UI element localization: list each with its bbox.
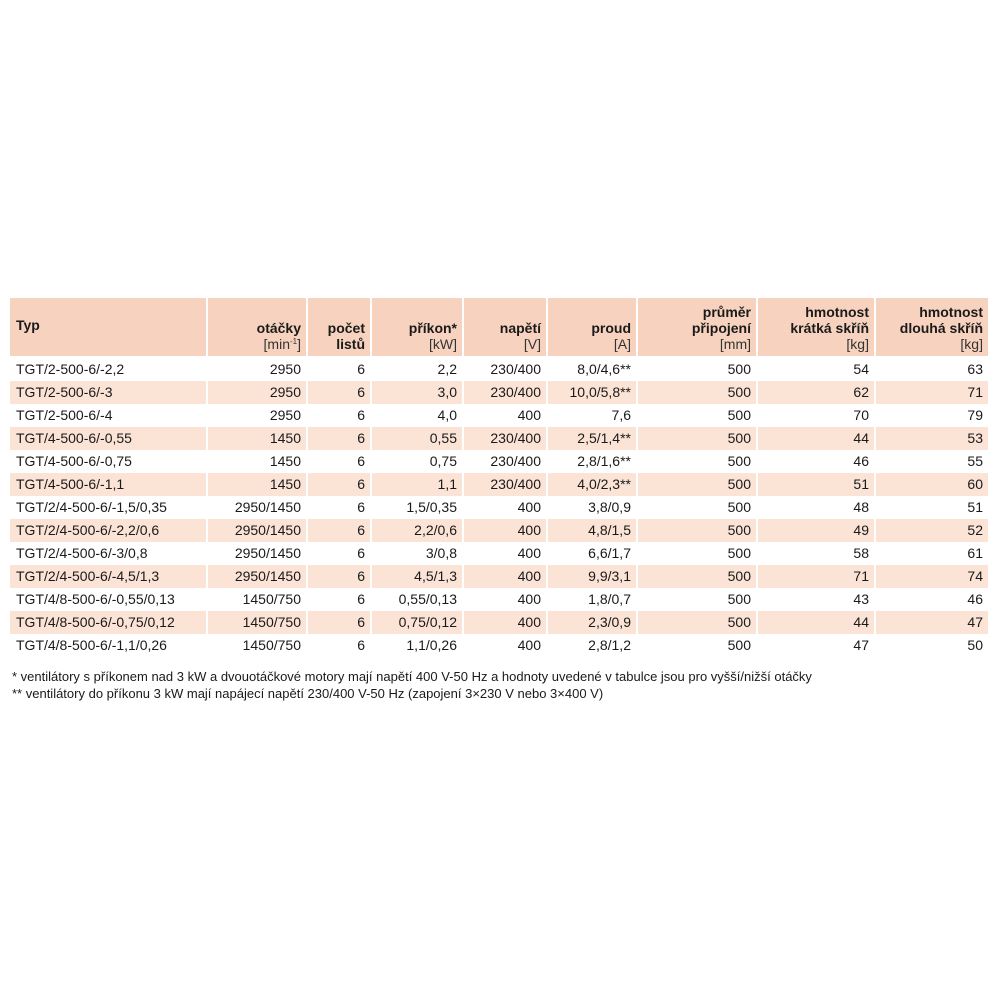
cell-pocet-listu: 6 [306,496,370,519]
table-row [10,542,988,565]
cell-pocet-listu: 6 [306,611,370,634]
table-body [10,358,988,657]
cell-pocet-listu: 6 [306,519,370,542]
cell-otacky: 1450/750 [206,588,306,611]
header-otacky: otáčky $[\min^{-1}]$ [206,298,306,358]
cell-prumer-pripojeni: 500 [636,634,756,657]
cell-typ: TGT/4-500-6/-1,1 [10,473,206,496]
cell-napeti: 230/400 [462,473,546,496]
cell-prikon: 2,2 [370,358,462,381]
cell-hmotnost-kratka: 62 [756,381,874,404]
cell-prumer-pripojeni: 500 [636,519,756,542]
cell-hmotnost-dlouha: 60 [874,473,988,496]
cell-otacky: 2950/1450 [206,519,306,542]
cell-proud: 2,8/1,6** [546,450,636,473]
cell-napeti: 400 [462,588,546,611]
header-prumer-pripojeni: průměr připojení [mm] [636,298,756,358]
header-napeti: napětí [V] [462,298,546,358]
header-pocet-listu: počet listů [306,298,370,358]
cell-prikon: 4,0 [370,404,462,427]
table-row [10,358,988,381]
cell-otacky: 2950 [206,358,306,381]
cell-prikon: 1,5/0,35 [370,496,462,519]
cell-prikon: 0,55 [370,427,462,450]
cell-hmotnost-kratka: 54 [756,358,874,381]
cell-hmotnost-dlouha: 61 [874,542,988,565]
cell-hmotnost-kratka: 71 [756,565,874,588]
cell-typ: TGT/2/4-500-6/-3/0,8 [16,545,148,561]
table-row [10,496,988,519]
cell-proud: 1,8/0,7 [546,588,636,611]
cell-prumer-pripojeni: 500 [636,381,756,404]
cell-napeti: 400 [462,404,546,427]
cell-pocet-listu: 6 [306,404,370,427]
cell-napeti: 230/400 [462,450,546,473]
header-hmotnost-kratka: hmotnost krátká skříň [kg] [756,298,874,358]
cell-otacky: 1450 [206,427,306,450]
cell-pocet-listu: 6 [306,473,370,496]
cell-prumer-pripojeni: 500 [636,473,756,496]
cell-prikon: 2,2/0,6 [370,519,462,542]
cell-proud: 9,9/3,1 [546,565,636,588]
cell-prikon: 1,1 [370,473,462,496]
cell-hmotnost-kratka: 46 [756,450,874,473]
cell-prumer-pripojeni: 500 [636,542,756,565]
cell-typ: TGT/2-500-6/-2,2 [16,361,125,377]
cell-proud: 4,8/1,5 [546,519,636,542]
cell-pocet-listu: 6 [306,565,370,588]
cell-napeti: 400 [462,611,546,634]
cell-pocet-listu: 6 [306,588,370,611]
cell-proud: 2,3/0,9 [546,611,636,634]
cell-prumer-pripojeni: 500 [636,611,756,634]
cell-otacky: 2950/1450 [206,542,306,565]
cell-proud: 2,8/1,2 [546,634,636,657]
table-row [10,450,988,473]
table-row [10,404,988,427]
header-proud: proud [A] [546,298,636,358]
cell-hmotnost-kratka: 51 [756,473,874,496]
cell-hmotnost-dlouha: 55 [874,450,988,473]
cell-typ: TGT/4/8-500-6/-0,75/0,12 [10,611,206,634]
header-typ: Typ [10,298,206,358]
cell-prumer-pripojeni: 500 [636,588,756,611]
cell-prikon: 0,55/0,13 [370,588,462,611]
cell-napeti: 230/400 [462,427,546,450]
specification-table [10,298,988,657]
cell-proud: 4,0/2,3** [546,473,636,496]
cell-otacky: 2950 [206,404,306,427]
table-row [10,565,988,588]
cell-napeti: 400 [462,565,546,588]
table-row [10,381,988,404]
cell-typ: TGT/2/4-500-6/-1,5/0,35 [16,499,167,515]
footnote-single-star: * ventilátory s příkonem nad 3 kW a dvouotáčkové motory mají napětí 400 V-50 Hz a hodnoty uvedené v tabulce jsou pro vyšší/nižší otáčky [12,669,812,684]
cell-prumer-pripojeni: 500 [636,450,756,473]
cell-hmotnost-kratka: 47 [756,634,874,657]
cell-otacky: 1450 [206,473,306,496]
table-row [10,427,988,450]
cell-prikon: 3,0 [370,381,462,404]
cell-napeti: 400 [462,542,546,565]
cell-typ: TGT/4/8-500-6/-1,1/0,26 [16,637,167,653]
table-row [10,473,988,496]
cell-typ: TGT/2-500-6/-4 [16,407,113,423]
cell-prikon: 4,5/1,3 [370,565,462,588]
cell-pocet-listu: 6 [306,634,370,657]
cell-pocet-listu: 6 [306,358,370,381]
cell-otacky: 1450/750 [206,611,306,634]
cell-napeti: 400 [462,634,546,657]
cell-prikon: 3/0,8 [370,542,462,565]
cell-hmotnost-dlouha: 51 [874,496,988,519]
cell-prikon: 0,75 [370,450,462,473]
cell-proud: 3,8/0,9 [546,496,636,519]
cell-prumer-pripojeni: 500 [636,496,756,519]
cell-hmotnost-kratka: 44 [756,611,874,634]
footnote-double-star: ** ventilátory do příkonu 3 kW mají napájecí napětí 230/400 V-50 Hz (zapojení 3×230 V nebo 3×400 V) [12,686,604,701]
cell-otacky: 2950/1450 [206,565,306,588]
cell-typ: TGT/4-500-6/-0,55 [10,427,206,450]
cell-napeti: 400 [462,519,546,542]
cell-hmotnost-dlouha: 46 [874,588,988,611]
cell-hmotnost-dlouha: 63 [874,358,988,381]
cell-hmotnost-dlouha: 52 [874,519,988,542]
cell-hmotnost-kratka: 49 [756,519,874,542]
table-row [10,634,988,657]
cell-prikon: 0,75/0,12 [370,611,462,634]
cell-hmotnost-dlouha: 74 [874,565,988,588]
header-prikon: příkon* [kW] [370,298,462,358]
cell-napeti: 230/400 [462,358,546,381]
cell-hmotnost-dlouha: 53 [874,427,988,450]
cell-hmotnost-kratka: 43 [756,588,874,611]
cell-hmotnost-dlouha: 79 [874,404,988,427]
cell-pocet-listu: 6 [306,381,370,404]
cell-otacky: 2950 [206,381,306,404]
cell-prikon: 1,1/0,26 [370,634,462,657]
header-row [10,298,988,358]
cell-pocet-listu: 6 [306,427,370,450]
cell-proud: 10,0/5,8** [546,381,636,404]
table-row [10,611,988,634]
cell-typ: TGT/4-500-6/-0,75 [16,453,132,469]
cell-typ: TGT/2/4-500-6/-4,5/1,3 [10,565,206,588]
cell-otacky: 2950/1450 [206,496,306,519]
cell-typ: TGT/4/8-500-6/-0,55/0,13 [16,591,175,607]
cell-pocet-listu: 6 [306,450,370,473]
cell-napeti: 400 [462,496,546,519]
cell-pocet-listu: 6 [306,542,370,565]
cell-prumer-pripojeni: 500 [636,565,756,588]
table-row [10,519,988,542]
cell-otacky: 1450/750 [206,634,306,657]
cell-proud: 7,6 [546,404,636,427]
cell-hmotnost-dlouha: 47 [874,611,988,634]
cell-napeti: 230/400 [462,381,546,404]
cell-hmotnost-dlouha: 71 [874,381,988,404]
cell-typ: TGT/2-500-6/-3 [10,381,206,404]
cell-otacky: 1450 [206,450,306,473]
cell-proud: 8,0/4,6** [546,358,636,381]
cell-hmotnost-kratka: 44 [756,427,874,450]
cell-hmotnost-kratka: 58 [756,542,874,565]
cell-proud: 2,5/1,4** [546,427,636,450]
cell-hmotnost-kratka: 48 [756,496,874,519]
header-hmotnost-dlouha: hmotnost dlouhá skříň [kg] [874,298,988,358]
table-row [10,588,988,611]
cell-hmotnost-kratka: 70 [756,404,874,427]
cell-hmotnost-dlouha: 50 [874,634,988,657]
cell-prumer-pripojeni: 500 [636,427,756,450]
footnotes [12,668,812,702]
cell-proud: 6,6/1,7 [546,542,636,565]
cell-typ: TGT/2/4-500-6/-2,2/0,6 [10,519,206,542]
cell-prumer-pripojeni: 500 [636,358,756,381]
cell-prumer-pripojeni: 500 [636,404,756,427]
